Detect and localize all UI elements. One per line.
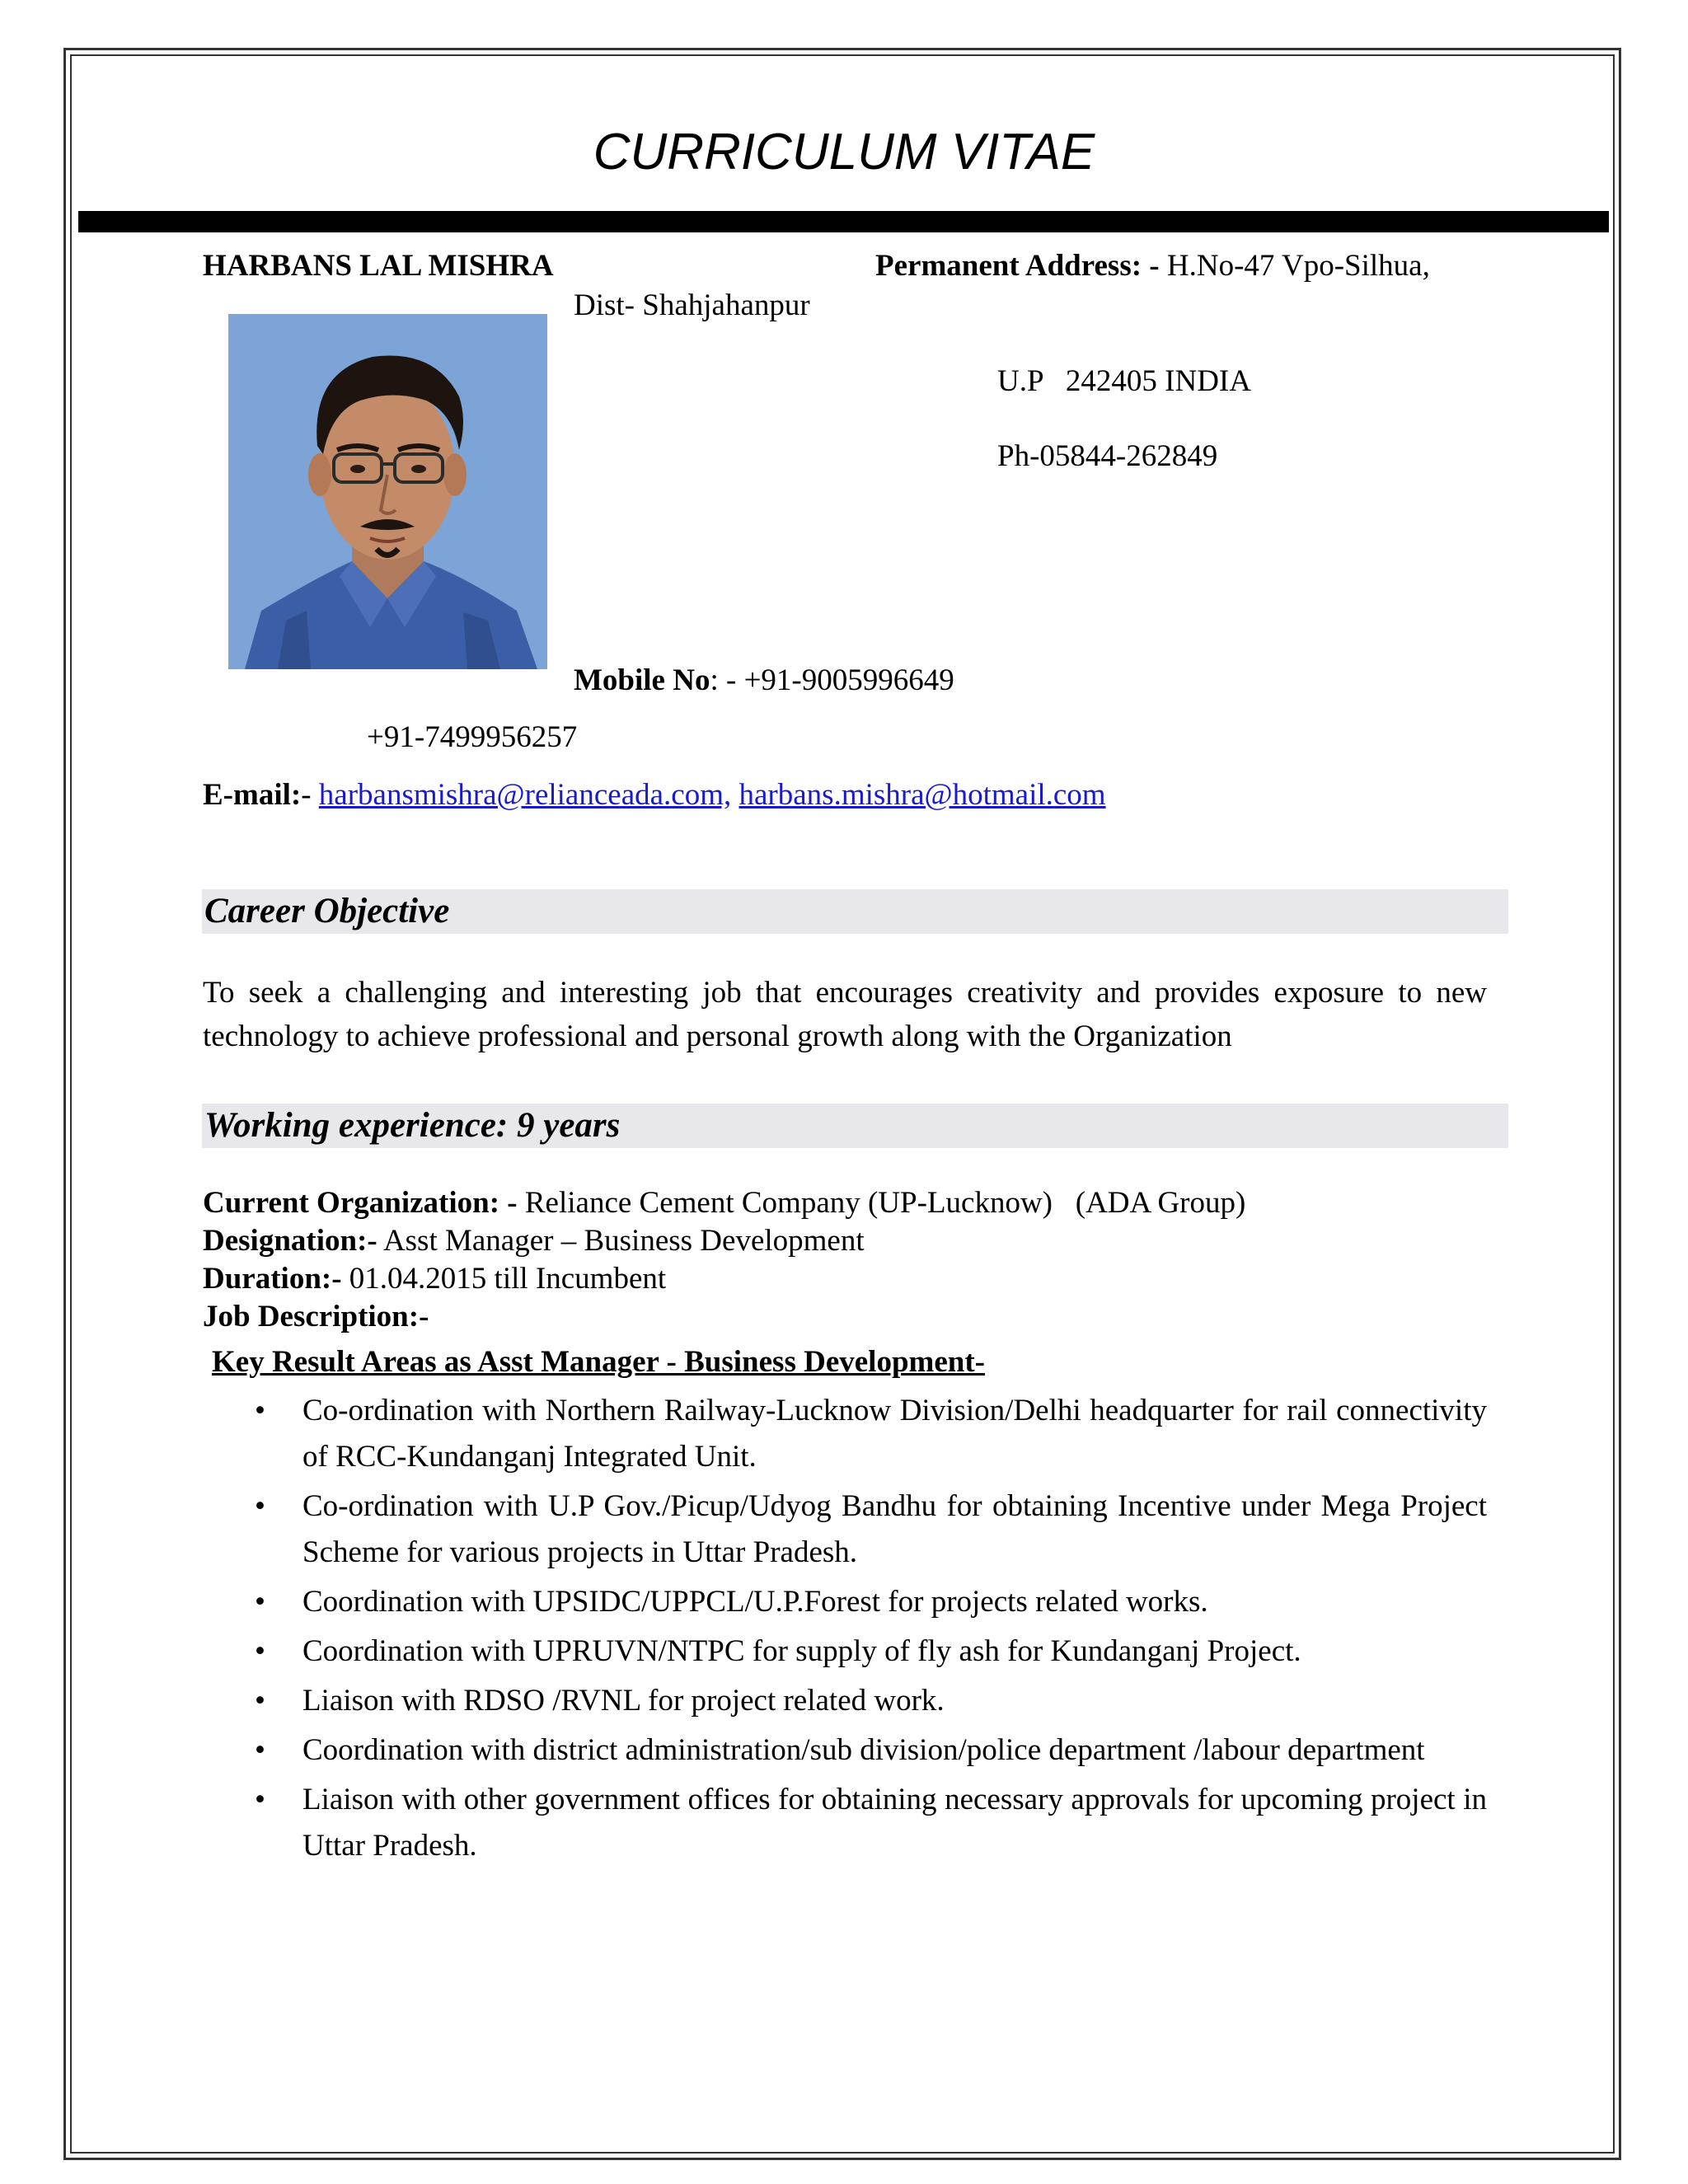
- duration: Duration:- 01.04.2015 till Incumbent: [203, 1262, 667, 1296]
- address-label: Permanent Address: -: [875, 249, 1160, 283]
- mobile-line1: [574, 662, 954, 700]
- list-item: • Coordination with district administration/sub division/police department /labour department: [203, 1727, 1487, 1774]
- document-title: CURRICULUM VITAE: [593, 124, 1095, 180]
- phone-number: Ph-05844-262849: [997, 439, 1218, 473]
- candidate-name: HARBANS LAL MISHRA: [203, 249, 554, 283]
- designation: Designation:- Asst Manager – Business Development: [203, 1224, 865, 1258]
- list-item: • Coordination with UPRUVN/NTPC for supply of fly ash for Kundanganj Project.: [203, 1629, 1487, 1675]
- experience-details: [203, 1184, 1245, 1336]
- address-line3: U.P 242405 INDIA: [997, 364, 1251, 398]
- job-description-label: Job Description:-: [203, 1300, 429, 1333]
- permanent-address-line1: [875, 247, 1430, 285]
- key-result-areas-heading: Key Result Areas as Asst Manager - Business Development-: [212, 1345, 985, 1379]
- email-line: [203, 776, 1106, 814]
- mobile-number-2: +91-7499956257: [367, 720, 578, 754]
- current-organization: Current Organization: - Reliance Cement Company (UP-Lucknow) (ADA Group): [203, 1186, 1246, 1220]
- list-item: • Liaison with RDSO /RVNL for project related work.: [203, 1678, 1487, 1724]
- address-line1: H.No-47 Vpo-Silhua,: [1159, 249, 1430, 283]
- responsibilities-list: [203, 1388, 1487, 1872]
- list-item: • Coordination with UPSIDC/UPPCL/U.P.Forest for projects related works.: [203, 1579, 1487, 1625]
- mobile-separator: : -: [710, 663, 744, 697]
- list-item: • Co-ordination with Northern Railway-Lucknow Division/Delhi headquarter for rail connectivity of RCC-Kundanganj Integrated Unit.: [203, 1388, 1487, 1480]
- mobile-number-1: +91-9005996649: [743, 663, 954, 697]
- working-experience-heading: Working experience: 9 years: [202, 1104, 1508, 1148]
- mobile-label: Mobile No: [574, 663, 710, 697]
- career-objective-text: To seek a challenging and interesting job that encourages creativity and provides exposure to new technology to achieve professional and personal growth along with the Organization: [203, 976, 1487, 1053]
- profile-photo: [228, 314, 547, 669]
- list-item: • Liaison with other government offices for obtaining necessary approvals for upcoming project in Uttar Pradesh.: [203, 1777, 1487, 1869]
- address-line2: Dist- Shahjahanpur: [574, 288, 810, 322]
- career-objective-heading: Career Objective: [202, 889, 1508, 934]
- email-link-1[interactable]: harbansmishra@relianceada.com,: [318, 778, 732, 812]
- email-link-2[interactable]: harbans.mishra@hotmail.com: [738, 778, 1106, 812]
- email-label: E-mail:: [203, 778, 302, 812]
- email-separator: -: [301, 778, 319, 812]
- title-divider-bar: [78, 211, 1609, 232]
- list-item: • Co-ordination with U.P Gov./Picup/Udyog Bandhu for obtaining Incentive under Mega Project Scheme for various projects in Uttar Pradesh.: [203, 1483, 1487, 1576]
